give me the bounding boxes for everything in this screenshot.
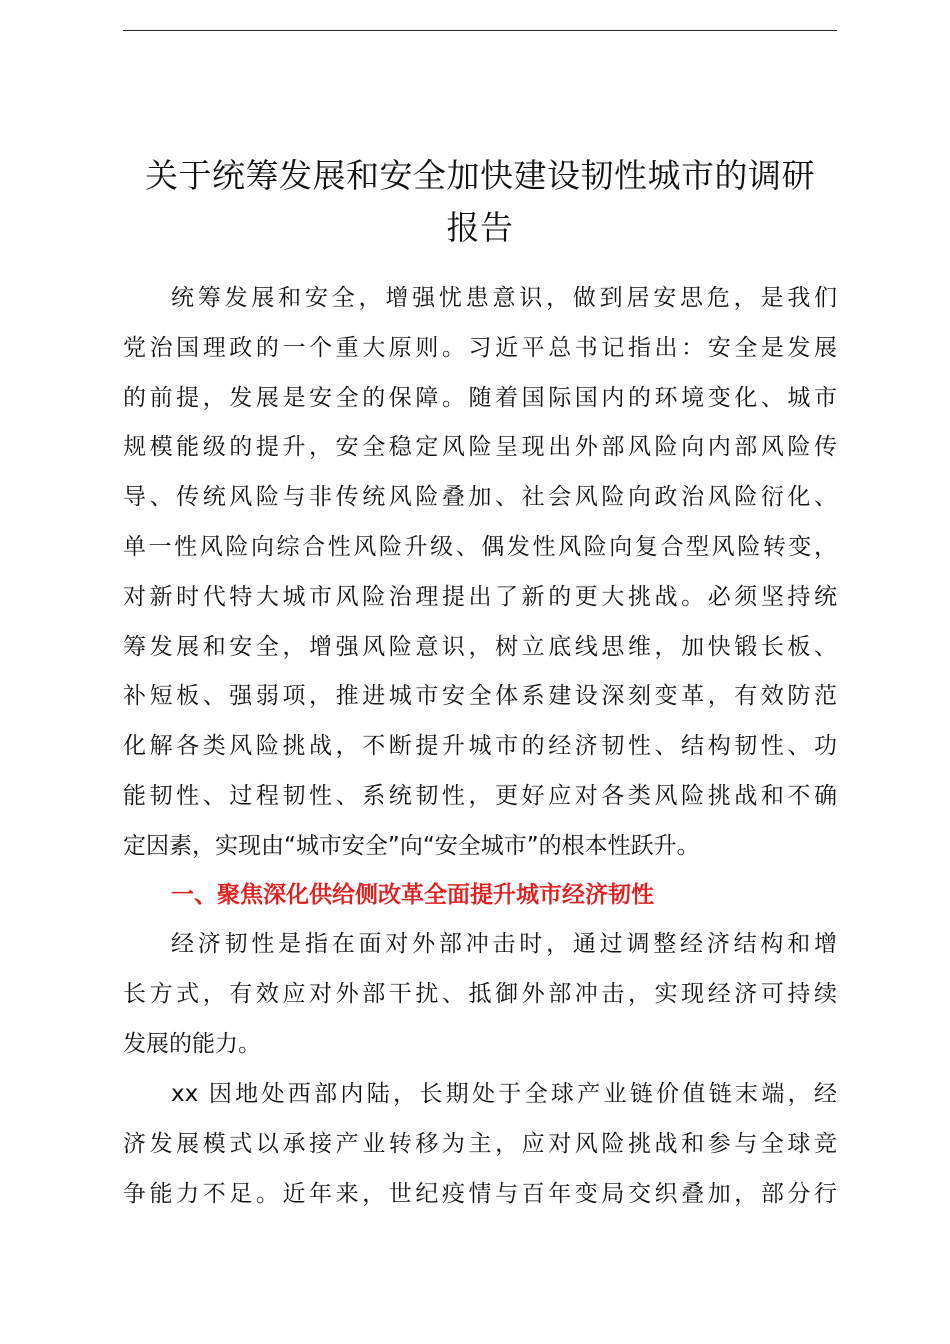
paragraph-line: 党治国理政的一个重大原则。习近平总书记指出：安全是发展 xyxy=(123,334,837,361)
header-rule xyxy=(123,30,837,31)
section-heading: 一、聚焦深化供给侧改革全面提升城市经济韧性 xyxy=(171,882,654,908)
paragraph-line: 能韧性、过程韧性、系统韧性，更好应对各类风险挑战和不确 xyxy=(123,782,837,809)
paragraph-line: 导、传统风险与非传统风险叠加、社会风险向政治风险衍化、 xyxy=(123,484,837,511)
paragraph-line: 的前提，发展是安全的保障。随着国际国内的环境变化、城市 xyxy=(123,384,837,411)
paragraph-line: xx 因地处西部内陆，长期处于全球产业链价值链末端，经 xyxy=(171,1081,837,1107)
title-line: 报告 xyxy=(446,208,514,247)
document-title xyxy=(110,150,850,254)
paragraph-local-context xyxy=(123,1070,837,1219)
paragraph-economic-resilience xyxy=(123,920,837,1069)
paragraph-line: 统筹发展和安全，增强忧患意识，做到居安思危，是我们 xyxy=(171,285,837,311)
paragraph-line: 济发展模式以承接产业转移为主，应对风险挑战和参与全球竞 xyxy=(123,1130,837,1157)
paragraph-line: 发展的能力。 xyxy=(123,1030,261,1057)
paragraph-line: 争能力不足。近年来，世纪疫情与百年变局交织叠加，部分行 xyxy=(123,1180,837,1207)
paragraph-line: 筹发展和安全，增强风险意识，树立底线思维，加快锻长板、 xyxy=(123,633,837,660)
paragraph-line: 规模能级的提升，安全稳定风险呈现出外部风险向内部风险传 xyxy=(123,434,837,461)
paragraph-line: 经济韧性是指在面对外部冲击时，通过调整经济结构和增 xyxy=(171,931,837,957)
paragraph-intro xyxy=(123,274,837,872)
paragraph-line: 定因素，实现由“城市安全”向“安全城市”的根本性跃升。 xyxy=(123,832,700,859)
paragraph-line: 长方式，有效应对外部干扰、抵御外部冲击，实现经济可持续 xyxy=(123,980,837,1007)
paragraph-line: 对新时代特大城市风险治理提出了新的更大挑战。必须坚持统 xyxy=(123,583,837,610)
paragraph-line: 化解各类风险挑战，不断提升城市的经济韧性、结构韧性、功 xyxy=(123,733,837,760)
paragraph-line: 单一性风险向综合性风险升级、偶发性风险向复合型风险转变， xyxy=(123,533,837,560)
title-line: 关于统筹发展和安全加快建设韧性城市的调研 xyxy=(145,156,815,195)
paragraph-line: 补短板、强弱项，推进城市安全体系建设深刻变革，有效防范 xyxy=(123,683,837,710)
